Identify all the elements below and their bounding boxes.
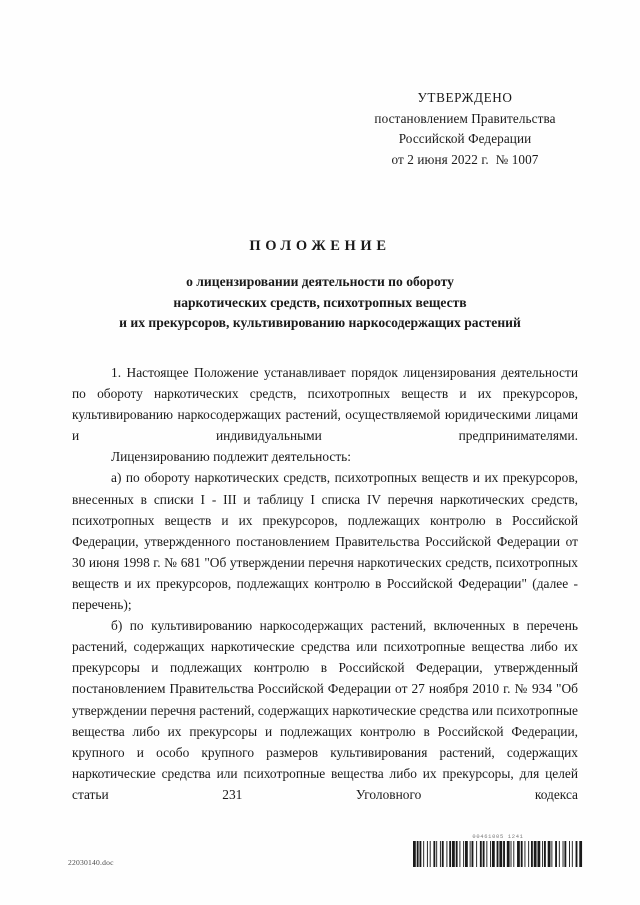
paragraph-item-a: а) по обороту наркотических средств, психотропных веществ и их прекурсоров, внесенных в списки I - III и таблицу I списка IV перечня наркотических средств, психотропных веществ и их прекурсоров, подлежащих контролю в Российской Федерации, утвержденного постановлением Правительства Российской Федерации от 30 июня 1998 г. № 681 "Об утверждении перечня наркотических средств, психотропных веществ и их прекурсоров, подлежащих контролю в Российской Федерации" (далее - перечень);: [72, 470, 578, 613]
footer-filename: 22030140.doc: [68, 858, 114, 867]
subtitle-line-3: и их прекурсоров, культивированию наркосодержащих растений: [119, 315, 521, 330]
subtitle-line-1: о лицензировании деятельности по обороту: [186, 274, 454, 289]
document-subtitle: [60, 272, 580, 334]
paragraph-licensing-intro: Лицензированию подлежит деятельность:: [111, 449, 351, 465]
barcode-block: [413, 833, 583, 867]
approval-block: [355, 88, 575, 170]
paragraph-item-b: б) по культивированию наркосодержащих растений, включенных в перечень растений, содержащих наркотические средства или психотропные вещества либо их прекурсоры и подлежащих контролю в Российской Федерации, утвержденный постановлением Правительства Российской Федерации от 27 ноября 2010 г. № 934 "Об утверждении перечня растений, содержащих наркотические средства или психотропные вещества либо их прекурсоры и подлежащих контролю в Российской Федерации, крупного и особо крупного размеров культивирования растений, содержащих наркотические средства или психотропные вещества либо их прекурсоры, для целей статьи 231 Уголовного кодекса: [72, 618, 578, 802]
paragraph-1: 1. Настоящее Положение устанавливает порядок лицензирования деятельности по обороту наркотических средств, психотропных веществ и их прекурсоров, культивированию наркосодержащих растений, осуществляемой юридическими лицами и индивидуальными предпринимателями.: [72, 365, 578, 444]
document-title-block: [60, 238, 580, 334]
page-title: ПОЛОЖЕНИЕ: [249, 238, 391, 254]
subtitle-line-2: наркотических средств, психотропных веществ: [173, 294, 467, 310]
approval-date-number-line: от 2 июня 2022 г. № 1007: [391, 151, 539, 167]
approval-title: УТВЕРЖДЕНО: [417, 90, 513, 105]
document-body: [72, 362, 578, 805]
approval-authority-line: постановлением Правительства: [374, 110, 556, 126]
barcode-code-text: 00461005 1241: [472, 834, 524, 840]
approval-federation-line: Российской Федерации: [398, 131, 532, 146]
barcode-image: [413, 841, 583, 867]
